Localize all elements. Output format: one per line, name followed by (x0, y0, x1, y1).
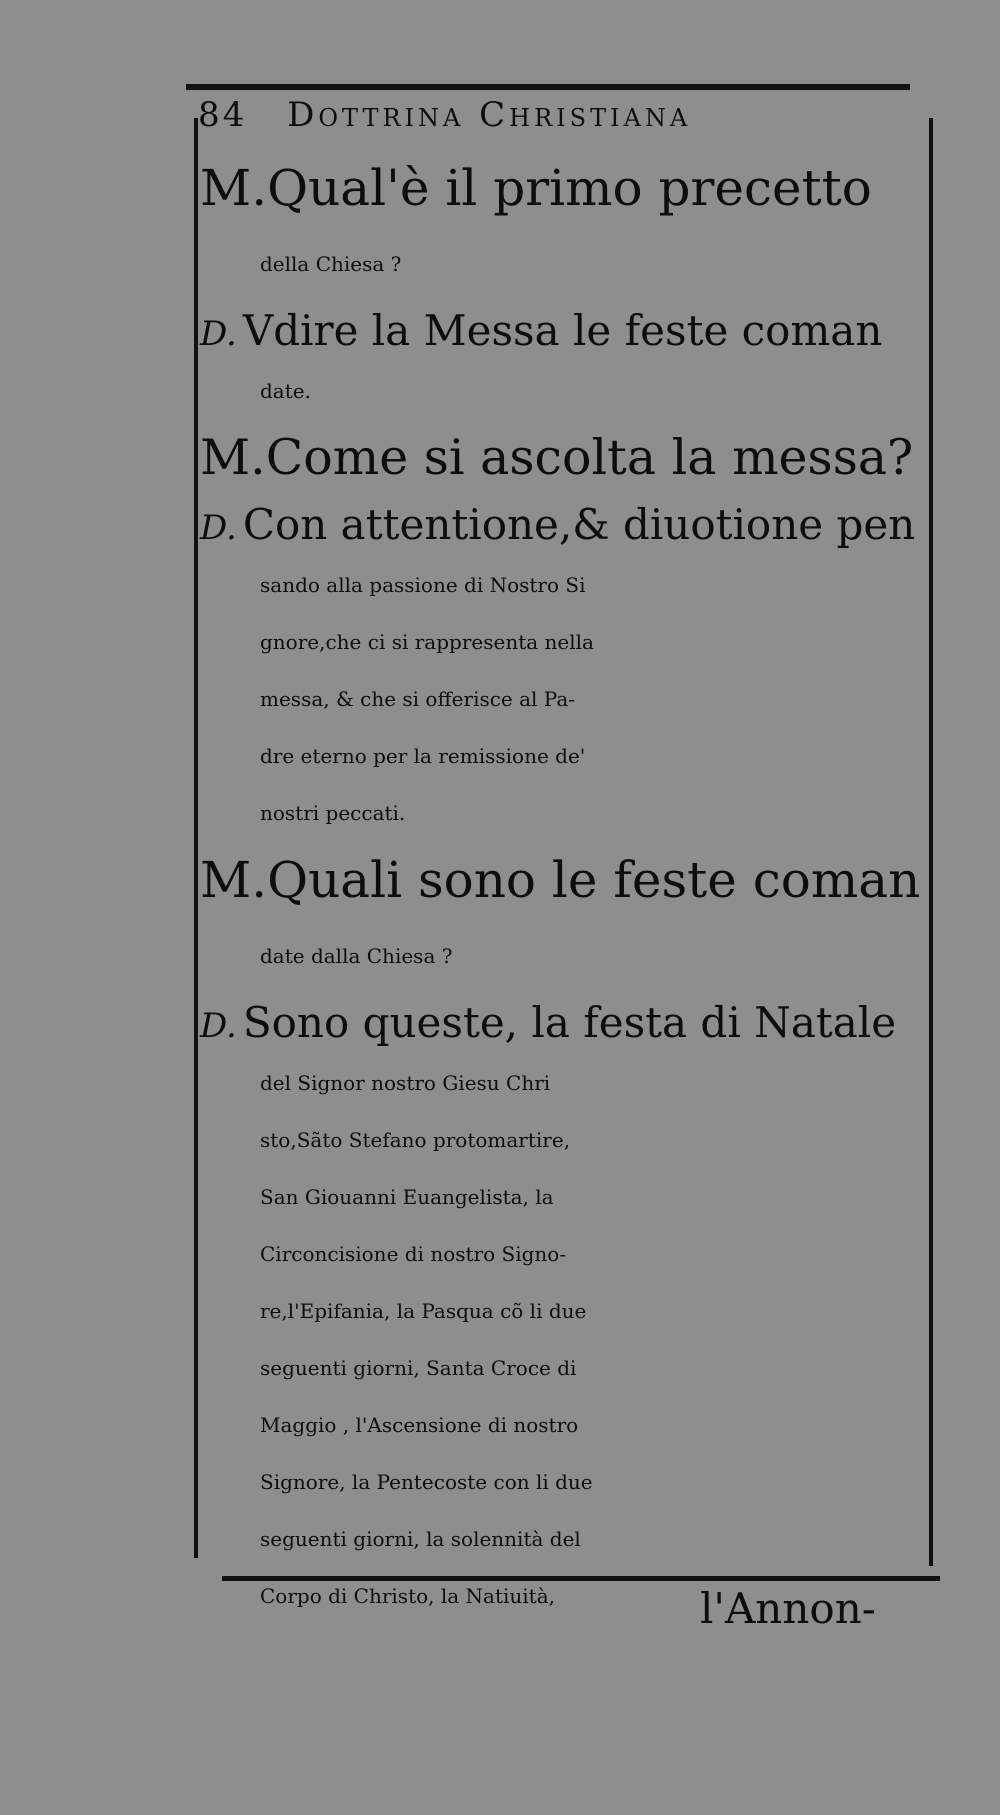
question-3 (200, 842, 920, 994)
speaker-label: D. (200, 314, 237, 354)
line: D. Vdire la Messa le feste coman (200, 306, 883, 355)
question-1 (200, 150, 920, 302)
line: D. Sono queste, la festa di Natale (200, 998, 897, 1047)
catchword: l'Annon- (700, 1584, 876, 1633)
line: sto,Sãto Stefano protomartire, (260, 1128, 571, 1152)
line: Signore, la Pentecoste con li due (260, 1470, 593, 1494)
question-2 (200, 420, 920, 496)
right-border (929, 118, 933, 1566)
speaker-label: M. (200, 159, 268, 217)
page-number: 84 (198, 95, 248, 135)
running-title: Dottrina Christiana (287, 95, 692, 135)
line: seguenti giorni, Santa Croce di (260, 1356, 577, 1380)
line: date dalla Chiesa ? (260, 944, 453, 968)
line: nostri peccati. (260, 801, 406, 825)
answer-2 (200, 496, 920, 842)
line: M.Come si ascolta la messa? (200, 429, 914, 486)
top-rule (186, 84, 910, 90)
answer-1 (200, 302, 920, 420)
line: della Chiesa ? (260, 252, 402, 276)
line: messa, & che si offerisce al Pa- (260, 687, 576, 711)
speaker-label: M. (200, 851, 268, 909)
line: dre eterno per la remissione de' (260, 744, 586, 768)
speaker-label: D. (200, 1006, 237, 1046)
line: Corpo di Christo, la Natiuità, (260, 1584, 555, 1608)
line: M.Qual'è il primo precetto (200, 159, 872, 217)
speaker-label: D. (200, 508, 237, 548)
answer-3 (200, 994, 920, 1625)
line: del Signor nostro Giesu Chri (260, 1071, 551, 1095)
line: sando alla passione di Nostro Si (260, 573, 586, 597)
line: date. (260, 379, 311, 403)
running-header (198, 95, 878, 135)
line: re,l'Epifania, la Pasqua cõ li due (260, 1299, 587, 1323)
line: gnore,che ci si rappresenta nella (260, 630, 594, 654)
speaker-label: M. (200, 429, 266, 486)
line: San Giouanni Euangelista, la (260, 1185, 554, 1209)
catechism-text (200, 150, 920, 1625)
line: Maggio , l'Ascensione di nostro (260, 1413, 579, 1437)
line: seguenti giorni, la solennità del (260, 1527, 581, 1551)
line: Circoncisione di nostro Signo- (260, 1242, 567, 1266)
line: M.Quali sono le feste coman (200, 851, 921, 909)
left-border (194, 118, 198, 1558)
line: D. Con attentione,& diuotione pen (200, 500, 916, 549)
